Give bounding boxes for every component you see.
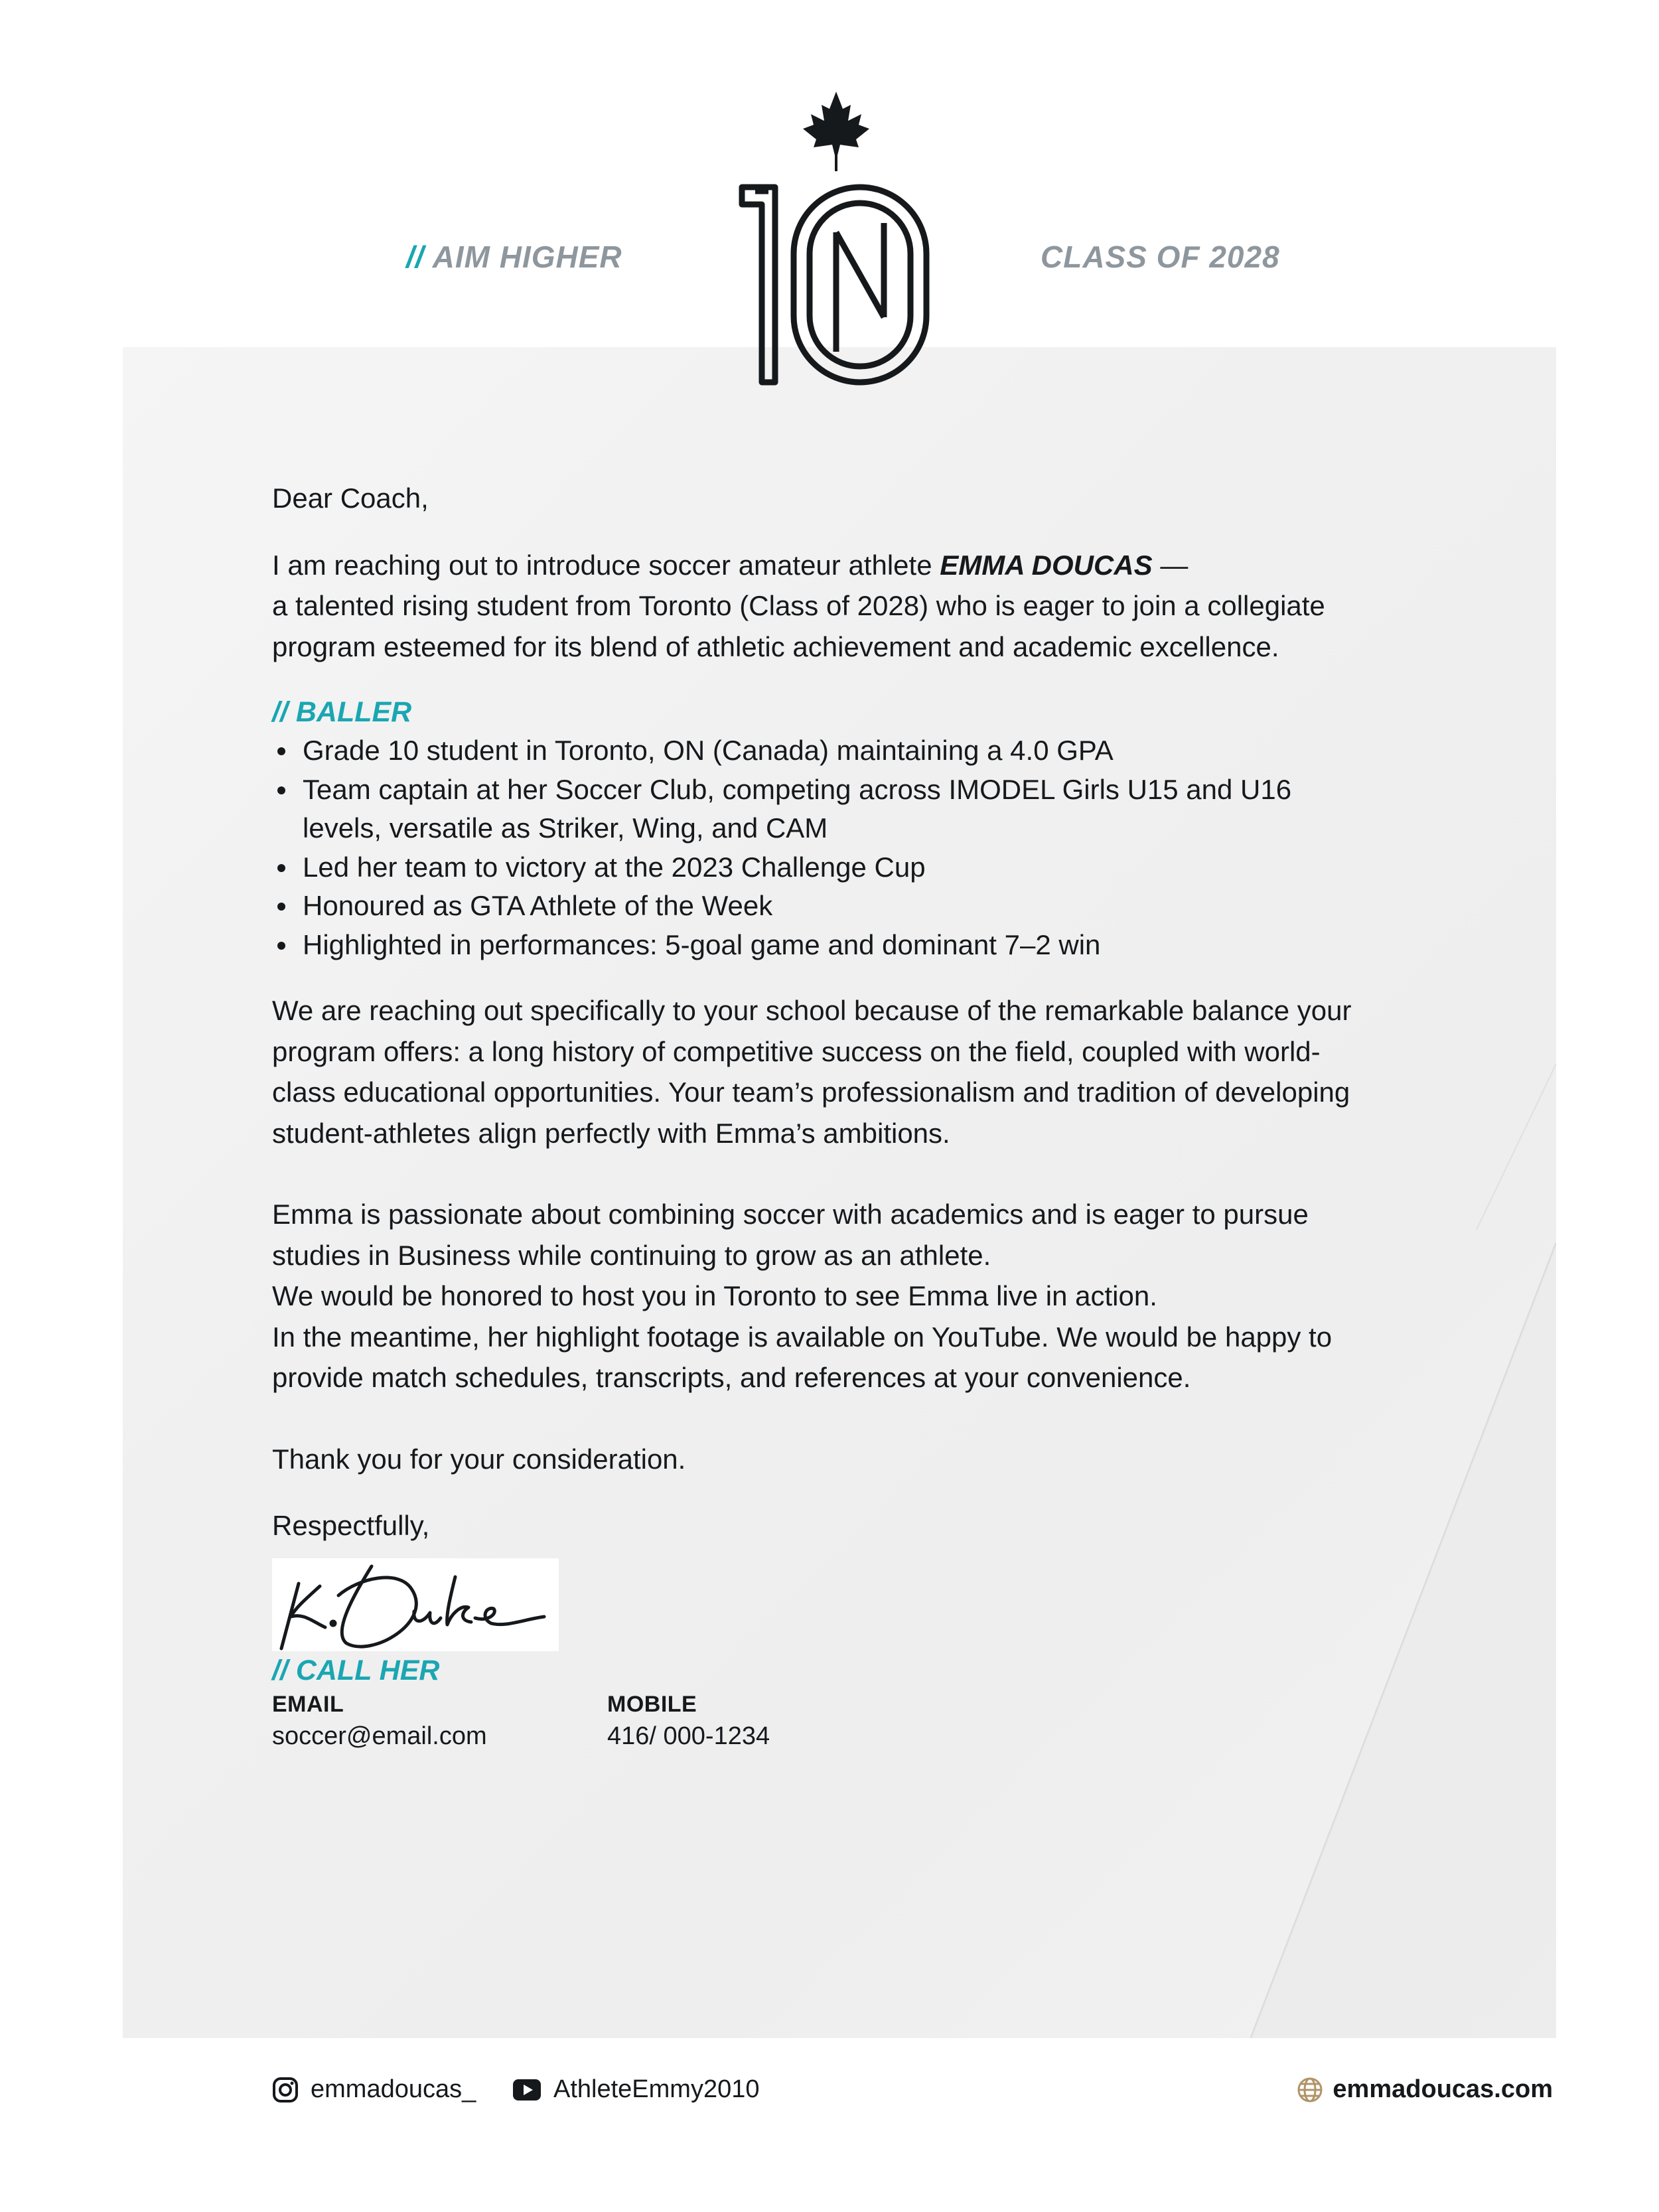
youtube-handle: AthleteEmmy2010 xyxy=(553,2075,760,2103)
footer xyxy=(0,2075,1659,2115)
athlete-name: EMMA DOUCAS xyxy=(940,549,1153,581)
website-link[interactable] xyxy=(1297,2075,1553,2104)
mobile-label: MOBILE xyxy=(607,1691,697,1717)
logo-10 xyxy=(737,92,936,390)
letter-body xyxy=(272,478,1360,1753)
thanks-line: Thank you for your consideration. xyxy=(272,1443,686,1475)
youtube-icon xyxy=(512,2079,541,2101)
passion-paragraph-1: Emma is passionate about combining soccer with academics and is eager to pursue studies in Business while continuing to grow as an athlete. xyxy=(272,1199,1309,1271)
tagline-aim-higher xyxy=(406,239,622,275)
passion-paragraph-2: We would be honored to host you in Toronto to see Emma live in action. xyxy=(272,1280,1157,1311)
intro-dash: — xyxy=(1152,549,1189,581)
mobile-block xyxy=(607,1690,942,1753)
youtube-link[interactable] xyxy=(512,2075,760,2104)
baller-list xyxy=(272,731,1360,964)
tagline-class-of: CLASS OF 2028 xyxy=(1041,240,1280,274)
signature xyxy=(272,1558,559,1651)
list-item: Highlighted in performances: 5-goal game and dominant 7–2 win xyxy=(303,926,1360,965)
greeting: Dear Coach, xyxy=(272,482,429,514)
list-item: Led her team to victory at the 2023 Challenge Cup xyxy=(303,848,1360,887)
passion-paragraph-3: In the meantime, her highlight footage is available on YouTube. We would be happy to provide match schedules, transcripts, and references at your convenience. xyxy=(272,1321,1333,1393)
baller-heading: // BALLER xyxy=(272,696,412,728)
contact-details xyxy=(272,1690,1360,1753)
instagram-icon xyxy=(272,2077,299,2103)
intro-paragraph xyxy=(272,545,1360,668)
mobile-value[interactable]: 416/ 000-1234 xyxy=(607,1722,770,1750)
closing-line: Respectfully, xyxy=(272,1510,430,1541)
email-value[interactable]: soccer@email.com xyxy=(272,1722,487,1750)
globe-icon xyxy=(1297,2077,1323,2103)
intro-start: I am reaching out to introduce soccer amateur athlete xyxy=(272,549,940,581)
tagline-slash: // xyxy=(406,240,425,274)
email-label: EMAIL xyxy=(272,1691,344,1717)
intro-rest: a talented rising student from Toronto (Class of 2028) who is eager to join a collegiate program esteemed for its blend of athletic achievement and academic excellence. xyxy=(272,590,1325,662)
school-paragraph: We are reaching out specifically to your school because of the remarkable balance your program offers: a long history of competitive success on the field, coupled with world-class educational opportunities. Your team’s professionalism and tradition of developing student-athletes align perfectly with Emma’s ambitions. xyxy=(272,995,1352,1149)
contact-heading: // CALL HER xyxy=(272,1654,440,1686)
list-item: Grade 10 student in Toronto, ON (Canada) maintaining a 4.0 GPA xyxy=(303,731,1360,771)
instagram-link[interactable] xyxy=(272,2075,476,2104)
instagram-handle: emmadoucas_ xyxy=(311,2075,476,2103)
list-item: Honoured as GTA Athlete of the Week xyxy=(303,887,1360,926)
website-url: emmadoucas.com xyxy=(1333,2075,1553,2103)
maple-leaf-icon xyxy=(803,92,869,171)
tagline-left-text: AIM HIGHER xyxy=(432,240,622,274)
list-item: Team captain at her Soccer Club, competing across IMODEL Girls U15 and U16 levels, versatile as Striker, Wing, and CAM xyxy=(303,771,1360,848)
email-block xyxy=(272,1690,607,1753)
